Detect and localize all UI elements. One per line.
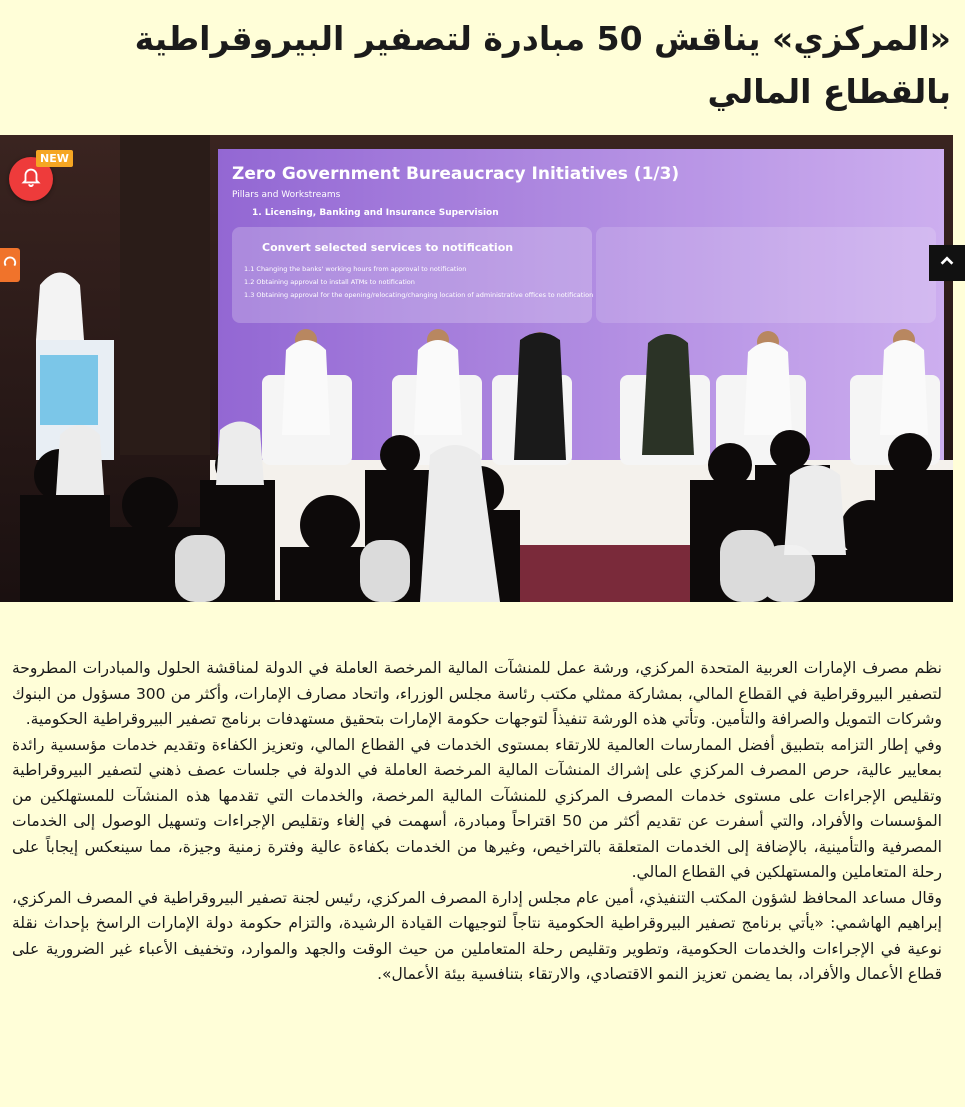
slide-box-title: Convert selected services to notification (262, 241, 514, 254)
article-body (12, 656, 942, 988)
ring-icon (3, 256, 17, 274)
side-widget-tab[interactable] (0, 248, 20, 282)
slide-pillar: 1. Licensing, Banking and Insurance Supervision (252, 208, 499, 218)
article-title: «المركزي» يناقش 50 مبادرة لتصفير البيروقراطية بالقطاع المالي (134, 19, 951, 111)
bell-icon (20, 165, 42, 193)
new-badge: NEW (36, 150, 73, 167)
article-paragraph: وفي إطار التزامه بتطبيق أفضل الممارسات العالمية للارتقاء بمستوى الخدمات في القطاع المالي، وتعزيز الكفاءة وتقديم خدمات مؤسسية رائدة بمعايير عالية، حرص المصرف المركزي على إشراك المنشآت المالية المرخصة العاملة في الدولة في جلسات عصف ذهني لتصفير البيروقراطية وتقليص الإجراءات على مستوى خدمات المصرف المركزي للمنشآت المالية المرخصة، والخدمات التي تقدمها هذه المنشآت للمستهلكين من المؤسسات والأفراد، والتي أسفرت عن تقديم أكثر من 50 اقتراحاً ومبادرة، أسهمت في إلغاء وتقليص الإجراءات وتسهيل الوصول إلى الخدمات المصرفية والتأمينية، بالإضافة إلى الخدمات المتعلقة بالتراخيص، وغيرها من الخدمات بكفاءة عالية وفترة زمنية وجيزة، مما سينعكس إيجاباً على رحلة المتعاملين والمستهلكين في القطاع المالي. (12, 735, 942, 881)
chevron-up-icon (938, 252, 956, 275)
slide-item: 1.1 Changing the banks' working hours from approval to notification (244, 265, 467, 273)
scroll-to-top-button[interactable] (929, 245, 965, 281)
slide-item: 1.3 Obtaining approval for the opening/relocating/changing location of administrative offices to notification (244, 291, 594, 299)
slide-title: Zero Government Bureaucracy Initiatives (1/3) (232, 164, 680, 184)
article-paragraph: وقال مساعد المحافظ لشؤون المكتب التنفيذي، أمين عام مجلس إدارة المصرف المركزي، رئيس لجنة تصفير البيروقراطية في المصرف المركزي، إبراهيم الهاشمي: «يأتي برنامج تصفير البيروقراطية الحكومية نتاجاً لتوجيهات القيادة الرشيدة، والتزام حكومة دولة الإمارات الراسخ بإحداث نقلة نوعية في الإجراءات والخدمات الحكومية، وتطوير وتقليص رحلة المتعاملين من حيث الوقت والجهد والموارد، وتخفيف الأعباء غير الضرورية على قطاع الأعمال والأفراد، بما يضمن تعزيز النمو الاقتصادي، والارتقاء بتنافسية بيئة الأعمال». (12, 888, 942, 983)
article-photo (0, 135, 953, 602)
article-paragraph: نظم مصرف الإمارات العربية المتحدة المركزي، ورشة عمل للمنشآت المالية المرخصة العاملة في الدولة لمناقشة الحلول والمبادرات المطروحة لتصفير البيروقراطية في القطاع المالي، بمشاركة ممثلي مكتب رئاسة مجلس الوزراء، واتحاد مصارف الإمارات، وأكثر من 300 مسؤول من البنوك وشركات التمويل والصرافة والتأمين. وتأتي هذه الورشة تنفيذاً لتوجهات حكومة الإمارات بتحقيق مستهدفات برنامج تصفير البيروقراطية الحكومية. (12, 659, 943, 728)
slide-subtitle: Pillars and Workstreams (232, 190, 341, 200)
slide-item: 1.2 Obtaining approval to install ATMs to notification (244, 278, 415, 286)
